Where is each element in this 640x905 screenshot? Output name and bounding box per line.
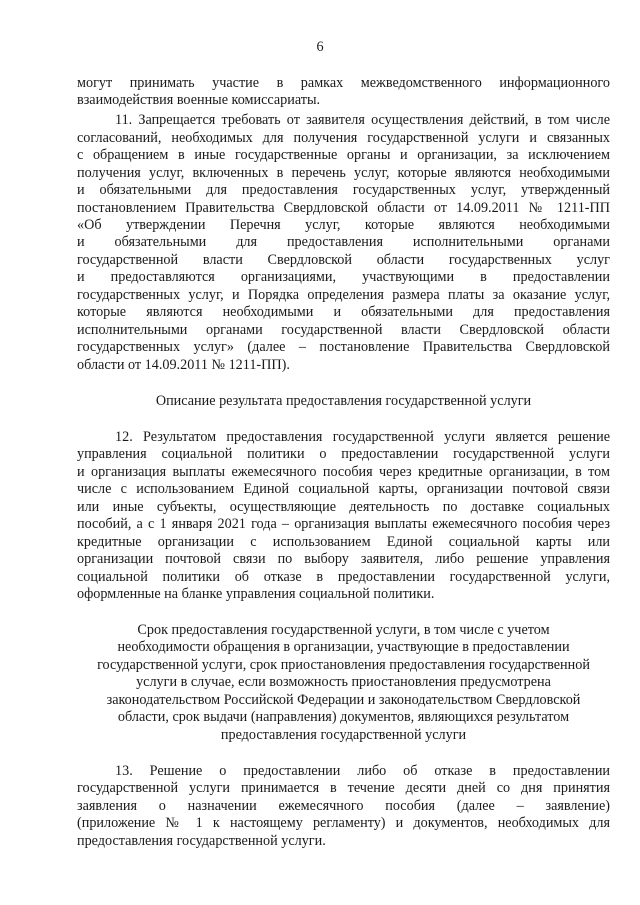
text-line: 11. Запрещается требовать от заявителя осуществления действий, в том числе bbox=[115, 112, 610, 128]
section-heading: Срок предоставления государственной услуги, в том числе с учетом bbox=[137, 622, 550, 638]
section-heading: законодательством Российской Федерации и законодательством Свердловской bbox=[106, 692, 581, 708]
text-line: или иные субъекты, осуществляющие деятельность по доставке социальных bbox=[77, 499, 610, 515]
text-line: кредитные организации с использованием Единой социальной карты или bbox=[77, 534, 610, 550]
text-line: государственной услуги принимается в течение десяти дней со дня принятия bbox=[77, 780, 610, 796]
text-line: числе с использованием Единой социальной карты, организации почтовой связи bbox=[77, 481, 610, 497]
text-line: 12. Результатом предоставления государственной услуги является решение bbox=[115, 429, 610, 445]
text-line: (приложение № 1 к настоящему регламенту) и документов, необходимых для bbox=[77, 815, 610, 831]
text-line: согласований, необходимых для получения государственной услуги и связанных bbox=[77, 130, 610, 146]
text-line: с обращением в иные государственные органы и организации, за исключением bbox=[77, 147, 610, 163]
text-line: предоставления государственной услуги. bbox=[77, 833, 326, 849]
text-line: получения услуг, включенных в перечень услуг, которые являются необходимыми bbox=[77, 165, 610, 181]
section-heading: необходимости обращения в организации, участвующие в предоставлении bbox=[117, 639, 570, 655]
text-line: организации почтовой связи по выбору заявителя, либо решение управления bbox=[77, 551, 610, 567]
section-heading: области, срок выдачи (направления) документов, являющихся результатом bbox=[117, 709, 570, 725]
text-line: государственных услуг, и Порядка определения размера платы за оказание услуг, bbox=[77, 287, 610, 303]
section-heading: государственной услуги, срок приостановления предоставления государственной bbox=[97, 657, 590, 673]
text-line: пособий, а с 1 января 2021 года – организация выплаты ежемесячного пособия через bbox=[77, 516, 610, 532]
text-line: управления социальной политики о предоставлении государственной услуги bbox=[77, 446, 610, 462]
text-line: и предоставляются организациями, участвующими в предоставлении bbox=[77, 269, 610, 285]
text-line: государственных услуг» (далее – постановление Правительства Свердловской bbox=[77, 339, 610, 355]
text-line: и обязательными для предоставления государственных услуг, утвержденный bbox=[77, 182, 610, 198]
text-line: взаимодействия военные комиссариаты. bbox=[77, 92, 321, 108]
text-line: исполнительными органами государственной власти Свердловской области bbox=[77, 322, 610, 338]
section-heading: услуги в случае, если возможность приостановления предусмотрена bbox=[136, 674, 551, 690]
section-heading: предоставления государственной услуги bbox=[220, 727, 467, 743]
text-line: и обязательными для предоставления исполнительными органами bbox=[77, 234, 610, 250]
text-line: постановлением Правительства Свердловской области от 14.09.2011 № 1211-ПП bbox=[77, 200, 610, 216]
text-line: могут принимать участие в рамках межведомственного информационного bbox=[77, 75, 610, 91]
text-line: государственной власти Свердловской области государственных услуг bbox=[77, 252, 610, 268]
text-line: «Об утверждении Перечня услуг, которые являются необходимыми bbox=[77, 217, 610, 233]
section-heading: Описание результата предоставления государственной услуги bbox=[155, 393, 532, 409]
text-line: области от 14.09.2011 № 1211-ПП). bbox=[77, 357, 290, 373]
text-line: заявления о назначении ежемесячного пособия (далее – заявление) bbox=[77, 798, 610, 814]
text-line: и организация выплаты ежемесячного пособия через кредитные организации, в том bbox=[77, 464, 610, 480]
text-line: которые являются необходимыми и обязательными для предоставления bbox=[77, 304, 610, 320]
text-line: 13. Решение о предоставлении либо об отказе в предоставлении bbox=[115, 763, 610, 779]
page-number: 6 bbox=[316, 39, 324, 55]
text-line: оформленные на бланке управления социальной политики. bbox=[77, 586, 435, 602]
text-line: социальной политики об отказе в предоставлении государственной услуги, bbox=[77, 569, 610, 585]
